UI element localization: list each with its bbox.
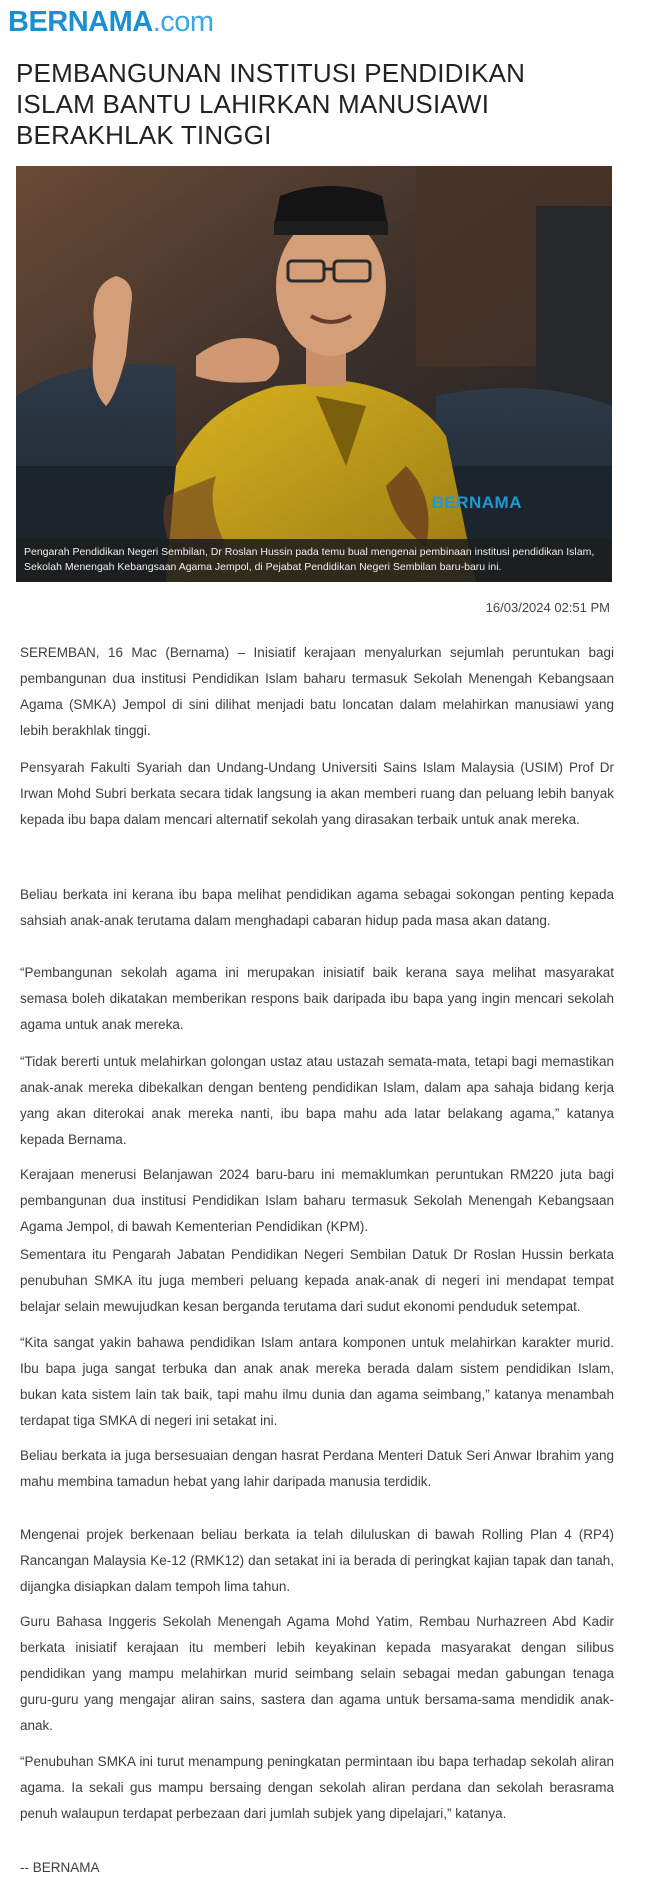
article-paragraph: “Kita sangat yakin bahawa pendidikan Islam antara komponen untuk melahirkan karakter murid. Ibu bapa juga sangat terbuka dan anak anak mereka berada dalam sistem pendidikan Islam, bukan kata sistem lain tak baik, tapi mahu ilmu dunia dan agama seimbang,” katanya menambah terdapat tiga SMKA di negeri ini setakat ini. [20,1335,614,1428]
article-paragraph: Kerajaan menerusi Belanjawan 2024 baru-baru ini memaklumkan peruntukan RM220 juta bagi pembangunan dua institusi Pendidikan Islam baharu termasuk Sekolah Menengah Kebangsaan Agama Jempol, di bawah Kementerian Pendidikan (KPM). [20,1167,614,1234]
article-signoff: -- BERNAMA [20,1860,100,1875]
article-paragraph: Sementara itu Pengarah Jabatan Pendidikan Negeri Sembilan Datuk Dr Roslan Hussin berkata penubuhan SMKA itu juga memberi peluang kepada anak-anak di negeri ini mendapat tempat belajar selain mewujudkan kesan berganda terutama dari sudut ekonomi penduduk setempat. [20,1247,614,1314]
article-title: PEMBANGUNAN INSTITUSI PENDIDIKAN ISLAM BANTU LAHIRKAN MANUSIAWI BERAKHLAK TINGGI [16,58,526,150]
article-paragraph: Guru Bahasa Inggeris Sekolah Menengah Agama Mohd Yatim, Rembau Nurhazreen Abd Kadir berkata inisiatif kerajaan itu memberi lebih keyakinan kepada masyarakat dengan silibus pendidikan yang mampu melahirkan murid seimbang selain sebagai medan gabungan tenaga guru-guru yang mengajar aliran sains, sastera dan agama untuk bersama-sama mendidik anak-anak. [20,1614,614,1733]
article-paragraph: “Penubuhan SMKA ini turut menampung peningkatan permintaan ibu bapa terhadap sekolah aliran agama. Ia sekali gus mampu bersaing dengan sekolah aliran perdana dan sekolah berasrama penuh walaupun terdapat perbezaan dari jumlah subjek yang dipelajari,” katanya. [20,1754,614,1821]
photo-caption: Pengarah Pendidikan Negeri Sembilan, Dr Roslan Hussin pada temu bual mengenai pembinaan institusi pendidikan Islam, Sekolah Menengah Kebangsaan Agama Jempol, di Pejabat Pendidikan Negeri Sembilan baru-baru ini. [16,539,612,582]
logo-text: BERNAMA [8,6,153,38]
logo-domain-suffix: .com [152,6,214,38]
article-paragraph: SEREMBAN, 16 Mac (Bernama) – Inisiatif kerajaan menyalurkan sejumlah peruntukan bagi pembangunan dua institusi Pendidikan Islam baharu termasuk Sekolah Menengah Kebangsaan Agama (SMKA) Jempol di sini dilihat menjadi batu loncatan dalam melahirkan manusiawi yang lebih berakhlak tinggi. [20,645,614,738]
photo-illustration [16,166,612,582]
article-paragraph: Mengenai projek berkenaan beliau berkata ia telah diluluskan di bawah Rolling Plan 4 (RP4) Rancangan Malaysia Ke-12 (RMK12) dan setakat ini ia berada di peringkat kajian tapak dan tanah, dijangka disiapkan dalam tempoh lima tahun. [20,1527,614,1594]
photo-watermark: BERNAMA [431,493,522,512]
article-paragraph: Beliau berkata ini kerana ibu bapa melihat pendidikan agama sebagai sokongan penting kepada sahsiah anak-anak terutama dalam menghadapi cabaran hidup pada masa akan datang. [20,887,614,928]
article-paragraph: Pensyarah Fakulti Syariah dan Undang-Undang Universiti Sains Islam Malaysia (USIM) Prof Dr Irwan Mohd Subri berkata secara tidak langsung ia akan memberi ruang dan peluang lebih banyak kepada ibu bapa dalam mencari alternatif sekolah yang dirasakan terbaik untuk anak mereka. [20,760,614,827]
article-datetime: 16/03/2024 02:51 PM [485,600,610,615]
article-photo [16,166,612,582]
article-paragraph: Beliau berkata ia juga bersesuaian dengan hasrat Perdana Menteri Datuk Seri Anwar Ibrahim yang mahu membina tamadun hebat yang lahir daripada manusia terdidik. [20,1448,614,1489]
article-paragraph: “Tidak bererti untuk melahirkan golongan ustaz atau ustazah semata-mata, tetapi bagi memastikan anak-anak mereka dibekalkan dengan benteng pendidikan Islam, dalam apa sahaja bidang kerja yang akan diterokai anak mereka nanti, ibu bapa mahu ada latar belakang agama,” katanya kepada Bernama. [20,1054,614,1147]
bernama-logo[interactable] [8,4,214,40]
article-paragraph: “Pembangunan sekolah agama ini merupakan inisiatif baik kerana saya melihat masyarakat semasa boleh dikatakan memberikan respons baik daripada ibu bapa yang ingin mencari sekolah agama untuk anak mereka. [20,965,614,1032]
